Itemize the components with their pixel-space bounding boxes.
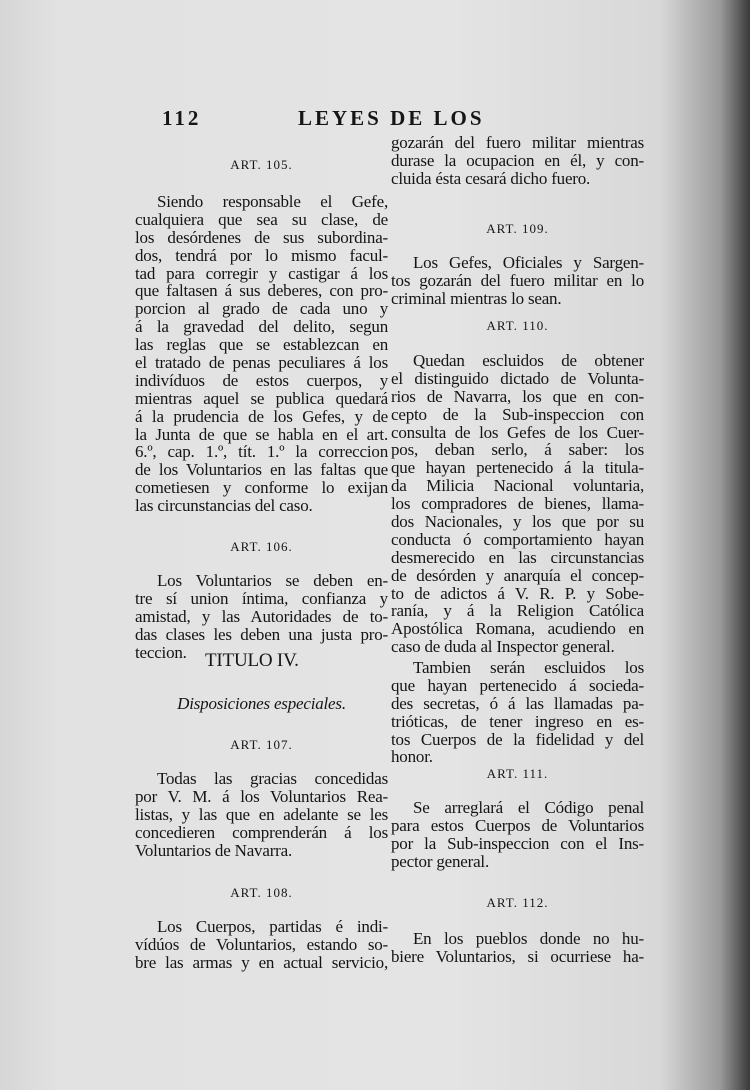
text-line: cluida ésta cesará dicho fuero.: [391, 168, 591, 188]
text-line: tos gozarán del fuero militar en lo: [391, 270, 644, 290]
text-line: ART. 110.: [486, 318, 549, 333]
paragraph: [391, 799, 644, 871]
text-line: el tratado de penas peculiares á los: [135, 353, 388, 373]
text-line: ART. 107.: [230, 737, 293, 752]
text-line: indivíduos de estos cuerpos, y: [135, 370, 388, 390]
text-line: que hayan pertenecido á socieda-: [391, 675, 644, 695]
text-line: Los Cuerpos, partidas é indi-: [157, 917, 388, 936]
text-line: to de adictos á V. R. P. y Sobe-: [391, 583, 644, 603]
text-line: durase la ocupacion en él, y con-: [391, 150, 644, 170]
text-line: caso de duda al Inspector general.: [391, 637, 615, 657]
text-line: ART. 109.: [486, 221, 549, 236]
text-line: listas, y las que en adelante se les: [135, 804, 388, 824]
text-line: los desórdenes de sus subordina-: [135, 227, 388, 247]
text-line: dos Nacionales, y los que por su: [391, 512, 644, 532]
article-heading: [391, 317, 644, 335]
running-title: LEYES DE LOS: [298, 106, 485, 130]
text-line: honor.: [391, 747, 433, 767]
text-line: pos, deban serlo, á saber: los: [391, 440, 644, 460]
text-line: ART. 108.: [230, 885, 293, 900]
article-heading: [135, 156, 388, 174]
article-heading: [135, 884, 388, 902]
text-line: consulta de los Gefes de los Cuer-: [391, 422, 644, 442]
text-line: Los Voluntarios se deben en-: [157, 571, 388, 590]
text-line: criminal mientras lo sean.: [391, 288, 562, 308]
text-line: mientras aquel se publica quedará: [135, 388, 388, 408]
text-line: vídúos de Voluntarios, estando so-: [135, 934, 388, 954]
text-line: Tambien serán escluidos los: [413, 658, 644, 677]
text-line: teccion.: [135, 642, 187, 662]
text-line: la Junta de que se habla en el art.: [135, 424, 388, 444]
text-line: 6.º, cap. 1.º, tít. 1.º la correccion: [135, 442, 388, 462]
text-line: Todas las gracias concedidas: [157, 769, 388, 788]
paragraph: [391, 930, 644, 966]
text-line: que hayan pertenecido á la titula-: [391, 458, 644, 478]
text-line: cepto de la Sub-inspeccion con: [391, 404, 644, 424]
section-subtitle: [135, 695, 388, 713]
text-line: ranía, y á la Religion Católica: [391, 601, 644, 621]
text-line: cualquiera que sea su clase, de: [135, 209, 388, 229]
text-line: conducta ó comportamiento hayan: [391, 529, 644, 549]
text-line: pector general.: [391, 851, 489, 871]
text-line: amistad, y las Autoridades de to-: [135, 606, 388, 626]
text-line: bre las armas y en actual servicio,: [135, 952, 388, 972]
text-line: Apostólica Romana, acudiendo en: [391, 619, 644, 639]
text-line: TITULO IV.: [205, 650, 299, 671]
text-line: por V. M. á los Voluntarios Rea-: [135, 786, 388, 806]
paragraph: [391, 254, 644, 308]
text-line: ART. 112.: [486, 895, 549, 910]
paragraph: [135, 193, 388, 515]
text-line: los compradores de bienes, llama-: [391, 494, 644, 514]
text-line: por la Sub-inspeccion con el Ins-: [391, 833, 644, 853]
text-line: cometiesen y conforme lo exijan: [135, 478, 388, 498]
text-line: gozarán del fuero militar mientras: [391, 133, 644, 152]
text-line: En los pueblos donde no hu-: [413, 929, 644, 948]
paragraph: [135, 770, 388, 859]
paragraph: [391, 352, 644, 656]
text-line: las circunstancias del caso.: [135, 496, 313, 516]
text-line: concedieren comprenderán á los: [135, 822, 388, 842]
text-line: da Milicia Nacional voluntaria,: [391, 476, 644, 496]
text-line: ART. 106.: [230, 539, 293, 554]
text-line: para estos Cuerpos de Voluntarios: [391, 815, 644, 835]
text-line: das clases les deben una justa pro-: [135, 624, 388, 644]
text-line: á la gravedad del delito, segun: [135, 317, 388, 337]
text-line: de desórden y anarquía el concep-: [391, 565, 644, 585]
text-line: tos Cuerpos de la fidelidad y del: [391, 729, 644, 749]
paragraph: [135, 918, 388, 972]
text-line: des secretas, ó á las llamadas pa-: [391, 693, 644, 713]
text-line: de los Voluntarios en las faltas que: [135, 460, 388, 480]
text-line: desmerecido en las circunstancias: [391, 547, 644, 567]
paragraph: [391, 659, 644, 766]
text-line: el distinguido dictado de Volunta-: [391, 368, 644, 388]
article-heading: [135, 736, 388, 754]
text-line: Los Gefes, Oficiales y Sargen-: [413, 253, 644, 272]
article-heading: [391, 765, 644, 783]
paragraph: [135, 572, 388, 661]
article-heading: [391, 894, 644, 912]
text-line: Se arreglará el Código penal: [413, 798, 644, 817]
text-line: Voluntarios de Navarra.: [135, 840, 293, 860]
text-line: porcion al grado de cada uno y: [135, 299, 388, 319]
text-line: rios de Navarra, los que en con-: [391, 386, 644, 406]
text-line: ART. 111.: [486, 766, 549, 781]
article-heading: [391, 220, 644, 238]
text-line: tre sí union íntima, confianza y: [135, 588, 388, 608]
paragraph: [391, 134, 644, 188]
text-line: Siendo responsable el Gefe,: [157, 192, 388, 211]
text-line: que faltasen á sus deberes, con pro-: [135, 281, 388, 301]
text-line: las reglas que se establezcan en: [135, 335, 388, 355]
text-line: á la prudencia de los Gefes, y de: [135, 406, 388, 426]
text-line: dos, tendrá por lo mismo facul-: [135, 245, 388, 265]
section-title: [135, 652, 388, 670]
text-line: tad para corregir y castigar á los: [135, 263, 388, 283]
text-line: ART. 105.: [230, 157, 293, 172]
text-line: trióticas, de tener ingreso en es-: [391, 711, 644, 731]
text-line: Quedan escluidos de obtener: [413, 351, 644, 370]
text-line: Disposiciones especiales.: [177, 694, 346, 713]
page-number: 112: [162, 106, 202, 130]
text-line: biere Voluntarios, si ocurriese ha-: [391, 946, 644, 966]
article-heading: [135, 538, 388, 556]
